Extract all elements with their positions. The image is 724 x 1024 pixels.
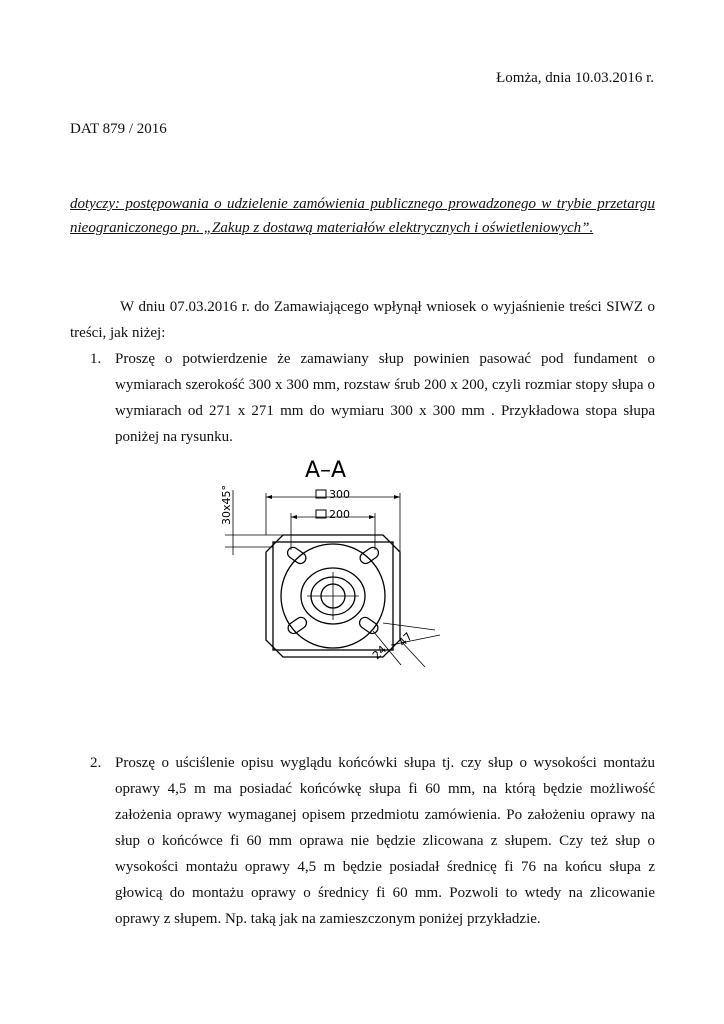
bolt-slot xyxy=(285,545,308,565)
dim-outer: 300 xyxy=(329,488,350,501)
question-text: Proszę o potwierdzenie że zamawiany słup powinien pasować pod fundament o wymiarach szerokość 300 x 300 mm, rozstaw śrub 200 x 200, czyli rozmiar stopy słupa o wymiarach od 271 x 271 mm do wymiaru 300 x 300 mm . Przykładowa stopa słupa poniżej na rysunku. xyxy=(115,351,655,445)
place-date: Łomża, dnia 10.03.2016 r. xyxy=(496,70,654,86)
intro-text: W dniu 07.03.2016 r. do Zamawiającego wpłynął wniosek o wyjaśnienie treści SIWZ o treści, jak niżej: xyxy=(70,299,655,341)
dim-47: 47 xyxy=(395,630,416,650)
question-text: Proszę o uściślenie opisu wyglądu końcówki słupa tj. czy słup o wysokości montażu oprawy 4,5 m ma posiadać końcówkę słupa fi 60 mm, na którą będzie możliwość założenia oprawy wymaganej opisem przedmiotu zamówienia. Po założeniu oprawy na słup o końcówce fi 60 mm oprawa nie będzie zlicowana z słupem. Czy też słup o wysokości montażu oprawy 4,5 m będzie posiadał średnicę fi 76 na końcu słupa z głowicą do montażu oprawy o średnicy fi 60 mm. Pozwoli to wtedy na zlicowanie oprawy z słupem. Np. taką jak na zamieszczonym poniżej przykładzie. xyxy=(115,755,655,927)
bolt-slot xyxy=(358,545,381,565)
question-number: 1. xyxy=(90,351,102,367)
subject-line: dotyczy: postępowania o udzielenie zamówienia publicznego prowadzonego w trybie przetargu nieograniczonego pn. „Zakup z dostawą materiałów elektrycznych i oświetleniowych”. xyxy=(70,196,655,236)
pole-base-drawing xyxy=(205,455,445,670)
section-title: A–A xyxy=(305,458,347,483)
bolt-slot xyxy=(357,615,380,635)
question-number: 2. xyxy=(90,755,102,771)
reference-number: DAT 879 / 2016 xyxy=(70,121,167,137)
bolt-slot xyxy=(286,615,309,635)
intro-paragraph xyxy=(70,294,655,346)
dim-bolt: 200 xyxy=(329,508,350,521)
dim-24: 24 xyxy=(369,643,390,663)
dim-chamfer: 30x45° xyxy=(220,484,233,525)
